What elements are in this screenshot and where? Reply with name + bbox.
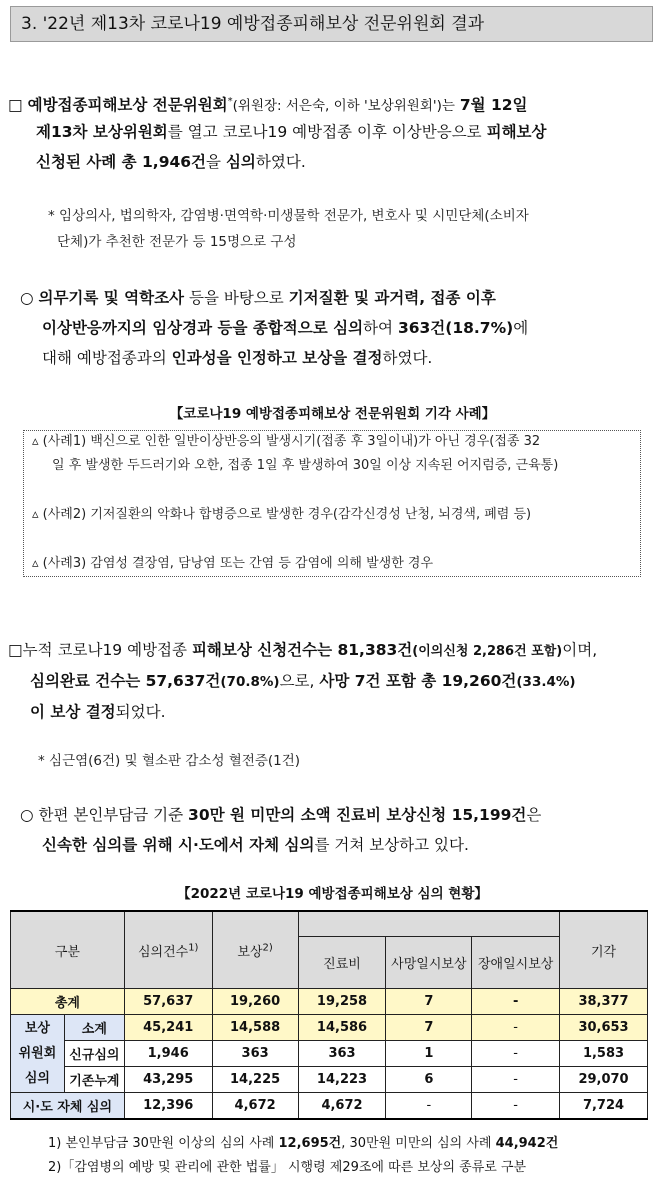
table-footnote-2: 2)「감염병의 예방 및 관리에 관한 법률」 시행령 제29조에 따른 보상의 종류로 구분 [48, 1160, 527, 1175]
case-1-line-1: ▵ (사례1) 백신으로 인한 일반이상반응의 발생시기(접종 후 3일이내)가 아닌 경우(접종 32 [32, 434, 541, 449]
footnote-committee-cont: 단체)가 추천한 전문가 등 15명으로 구성 [57, 234, 297, 250]
paragraph-2-line-3: 대해 예방접종과의 인과성을 인정하고 보상을 결정하였다. [42, 349, 433, 367]
case-2: ▵ (사례2) 기저질환의 악화나 합병증으로 발생한 경우(감각신경성 난청, 뇌경색, 폐렴 등) [32, 507, 532, 522]
header-compensation: 보상$^{2)}$ [212, 911, 298, 989]
table-row-total: 총계 57,637 19,260 19,258 7 - 38,377 [11, 989, 648, 1015]
paragraph-3-line-2: 심의완료 건수는 57,637건(70.8%)으로, 사망 7건 포함 총 19,260건(33.4%) [30, 672, 576, 690]
footnote-committee: * 임상의사, 법의학자, 감염병·면역학·미생물학 전문가, 변호사 및 시민단체(소비자 [48, 208, 529, 224]
paragraph-1-line-3: 신청된 사례 총 1,946건을 심의하였다. [36, 153, 306, 171]
review-status-table [10, 910, 648, 1120]
paragraph-3-line-1: □누적 코로나19 예방접종 피해보상 신청건수는 81,383건(이의신청 2,286건 포함)이며, [8, 641, 598, 659]
square-bullet: □ [8, 641, 23, 659]
table-caption: 【2022년 코로나19 예방접종피해보상 심의 현황】 [177, 886, 488, 902]
header-disability-lumpsum: 장애일시보상 [472, 937, 560, 989]
header-medical-cost: 진료비 [298, 937, 386, 989]
paragraph-2-line-1: ○ 의무기록 및 역학조사 등을 바탕으로 기저질환 및 과거력, 접종 이후 [20, 289, 496, 307]
paragraph-4-line-1: ○ 한편 본인부담금 기준 30만 원 미만의 소액 진료비 보상신청 15,199건은 [20, 806, 542, 824]
header-category: 구분 [11, 911, 125, 989]
paragraph-4-line-2: 신속한 심의를 위해 시·도에서 자체 심의를 거쳐 보상하고 있다. [42, 836, 469, 854]
section-title: 3. '22년 제13차 코로나19 예방접종피해보상 전문위원회 결과 [10, 6, 653, 42]
table-row-cumulative: 기존누계 43,295 14,225 14,223 6 - 29,070 [11, 1067, 648, 1093]
committee-review-label: 보상 위원회 심의 [11, 1015, 65, 1093]
paragraph-3-line-3: 이 보상 결정되었다. [30, 703, 166, 721]
paragraph-1-line-2: 제13차 보상위원회를 열고 코로나19 예방접종 이후 이상반응으로 피해보상 [36, 123, 547, 141]
header-comp-type-group [298, 911, 559, 937]
header-review-count: 심의건수$^{1)}$ [124, 911, 212, 989]
header-death-lumpsum: 사망일시보상 [386, 937, 472, 989]
table-row-new-review: 신규심의 1,946 363 363 1 - 1,583 [11, 1041, 648, 1067]
case-1-line-2: 일 후 발생한 두드러기와 오한, 접종 1일 후 발생하여 30일 이상 지속된 어지럼증, 근육통) [52, 458, 559, 473]
paragraph-2-line-2: 이상반응까지의 임상경과 등을 종합적으로 심의하여 363건(18.7%)에 [42, 319, 529, 337]
table-row-local-review: 시·도 자체 심의 12,396 4,672 4,672 - - 7,724 [11, 1093, 648, 1120]
circle-bullet: ○ [20, 806, 34, 824]
footnote-death-cases: * 심근염(6건) 및 혈소판 감소성 혈전증(1건) [38, 753, 301, 769]
rejection-cases-title: 【코로나19 예방접종피해보상 전문위원회 기각 사례】 [169, 406, 496, 422]
table-row-subtotal: 보상 위원회 심의 소계 45,241 14,588 14,586 7 - 30,653 [11, 1015, 648, 1041]
square-bullet: □ [8, 96, 23, 115]
case-3: ▵ (사례3) 감염성 결장염, 담낭염 또는 간염 등 감염에 의해 발생한 경우 [32, 556, 434, 571]
table-footnote-1: 1) 본인부담금 30만원 이상의 심의 사례 12,695건, 30만원 미만의 심의 사례 44,942건 [48, 1136, 559, 1151]
circle-bullet: ○ [20, 289, 34, 307]
paragraph-1-line-1: □ 예방접종피해보상 전문위원회*(위원장: 서은숙, 이하 '보상위원회')는 7월 12일 [8, 96, 528, 115]
header-rejected: 기각 [560, 911, 648, 989]
